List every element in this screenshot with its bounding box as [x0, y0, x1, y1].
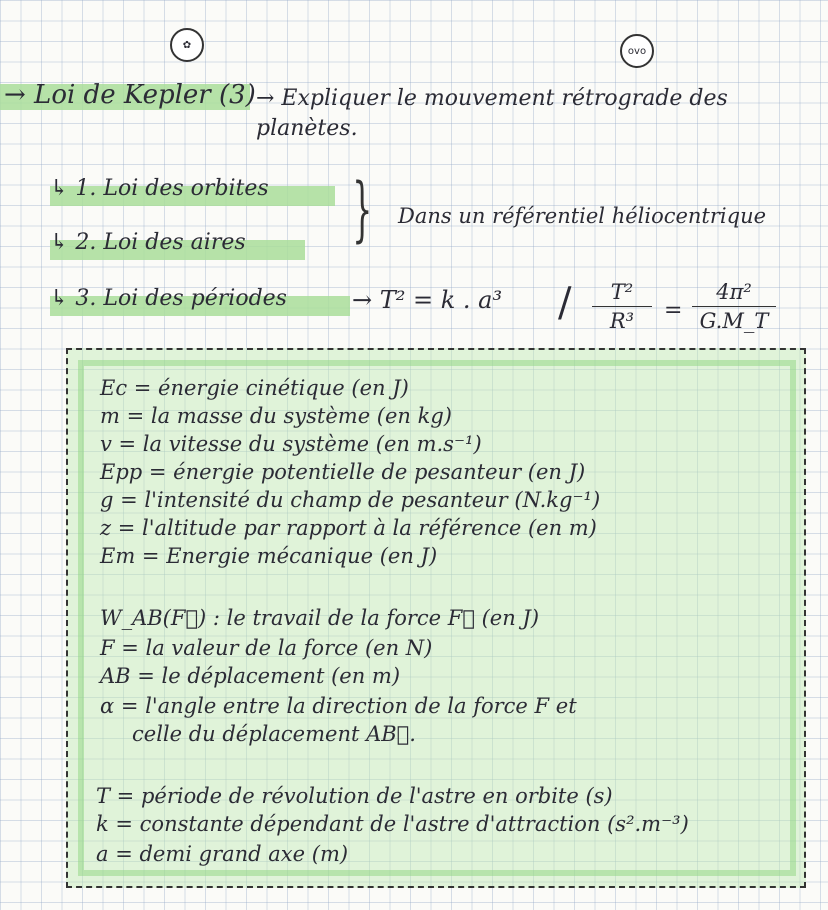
law-periods: ↳ 3. Loi des périodes: [50, 286, 287, 311]
frac2-denominator: G.M_T: [699, 309, 769, 333]
def-em: Em = Energie mécanique (en J): [100, 544, 438, 568]
def-a: a = demi grand axe (m): [96, 842, 349, 866]
title-explanation: → Expliquer le mouvement rétrograde des planètes.: [256, 86, 728, 141]
sticker-left: [170, 28, 204, 62]
frac1-numerator: T²: [610, 280, 634, 304]
def-ec: Ec = énergie cinétique (en J): [100, 376, 409, 400]
law-orbits: ↳ 1. Loi des orbites: [50, 176, 269, 201]
def-t: T = période de révolution de l'astre en orbite (s): [96, 784, 613, 808]
kepler-formula: → T² = k . a³: [352, 286, 503, 314]
def-epp: Epp = énergie potentielle de pesanteur (en J): [100, 460, 586, 484]
frac1-denominator: R³: [609, 309, 635, 333]
def-k: k = constante dépendant de l'astre d'attraction (s².m⁻³): [96, 812, 689, 836]
fraction-4pi2-GMT: [692, 280, 776, 333]
def-g: g = l'intensité du champ de pesanteur (N.kg⁻¹): [100, 488, 601, 512]
page-title: → Loi de Kepler (3): [4, 80, 256, 110]
law-areas: ↳ 2. Loi des aires: [50, 230, 246, 255]
def-m: m = la masse du système (en kg): [100, 404, 452, 428]
slash: /: [558, 280, 572, 326]
brace-glyph: }: [352, 168, 373, 250]
equals-sign: =: [664, 298, 683, 323]
sticker-left-glyph: ✿: [182, 39, 192, 51]
def-alpha: α = l'angle entre la direction de la force F et: [100, 694, 577, 718]
frac2-numerator: 4π²: [716, 280, 752, 304]
def-alpha-cont: celle du déplacement AB⃗.: [132, 722, 416, 746]
def-v: v = la vitesse du système (en m.s⁻¹): [100, 432, 482, 456]
sticker-right-text: ovo: [627, 45, 647, 57]
heliocentric-note: Dans un référentiel héliocentrique: [398, 204, 767, 228]
fraction-T2-R3: [592, 280, 652, 333]
sticker-right: [620, 34, 654, 68]
def-f: F = la valeur de la force (en N): [100, 636, 433, 660]
def-work: W_AB(F⃗) : le travail de la force F⃗ (en J): [100, 606, 540, 630]
def-z: z = l'altitude par rapport à la référence (en m): [100, 516, 597, 540]
def-ab: AB = le déplacement (en m): [100, 664, 401, 688]
